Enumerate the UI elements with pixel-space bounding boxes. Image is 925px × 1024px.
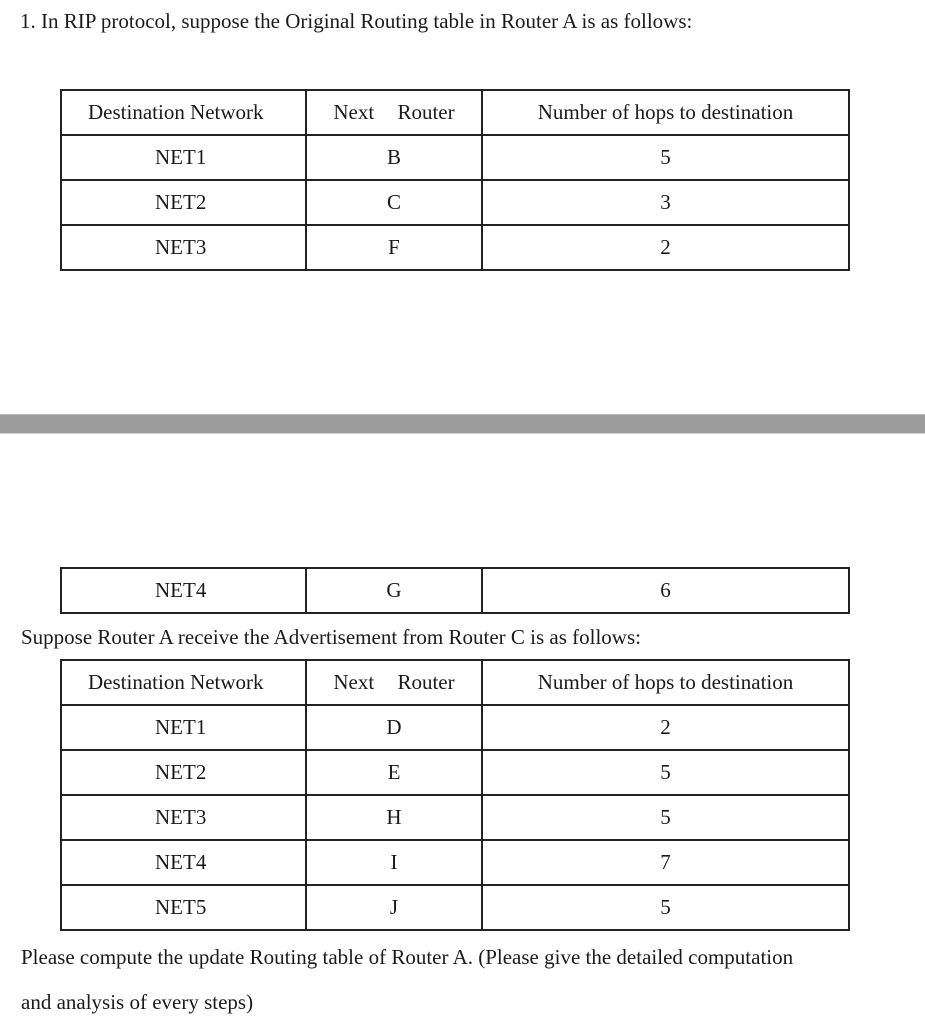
cell-router: J [306,885,482,930]
cell-hops: 5 [482,750,849,795]
cell-net: NET3 [61,225,306,270]
cell-net: NET5 [61,885,306,930]
header-hops: Number of hops to destination [482,660,849,705]
cell-hops: 3 [482,180,849,225]
cell-router: G [306,568,482,613]
cell-hops: 5 [482,795,849,840]
cell-hops: 7 [482,840,849,885]
cell-hops: 6 [482,568,849,613]
table-row [61,180,849,225]
table-row [61,750,849,795]
cell-router: B [306,135,482,180]
cell-net: NET2 [61,750,306,795]
table-row [61,885,849,930]
cell-router: I [306,840,482,885]
table-row [61,705,849,750]
table-row [61,840,849,885]
cell-router: F [306,225,482,270]
cell-router: C [306,180,482,225]
cell-hops: 5 [482,135,849,180]
table-row [61,568,849,613]
question-instruction-line-1: Please compute the update Routing table of Router A. (Please give the detailed computation [21,945,794,969]
question-instruction-line-2: and analysis of every steps) [21,990,254,1014]
original-routing-table [60,89,850,271]
table-row [61,225,849,270]
cell-hops: 5 [482,885,849,930]
header-next-router: Next Router [306,660,482,705]
cell-net: NET2 [61,180,306,225]
cell-net: NET1 [61,135,306,180]
page-divider [0,414,925,434]
question-heading: 1. In RIP protocol, suppose the Original Routing table in Router A is as follows: [20,9,693,33]
original-routing-table-continued [60,567,850,614]
cell-net: NET4 [61,568,306,613]
cell-net: NET1 [61,705,306,750]
cell-hops: 2 [482,225,849,270]
header-hops: Number of hops to destination [482,90,849,135]
advertisement-intro: Suppose Router A receive the Advertisement from Router C is as follows: [21,625,641,649]
header-destination: Destination Network [61,90,306,135]
cell-net: NET3 [61,795,306,840]
cell-net: NET4 [61,840,306,885]
advertisement-table [60,659,850,931]
table-row [61,135,849,180]
cell-hops: 2 [482,705,849,750]
cell-router: E [306,750,482,795]
table-header-row [61,90,849,135]
table-row [61,795,849,840]
header-next-router: Next Router [306,90,482,135]
table-header-row [61,660,849,705]
cell-router: D [306,705,482,750]
header-destination: Destination Network [61,660,306,705]
cell-router: H [306,795,482,840]
